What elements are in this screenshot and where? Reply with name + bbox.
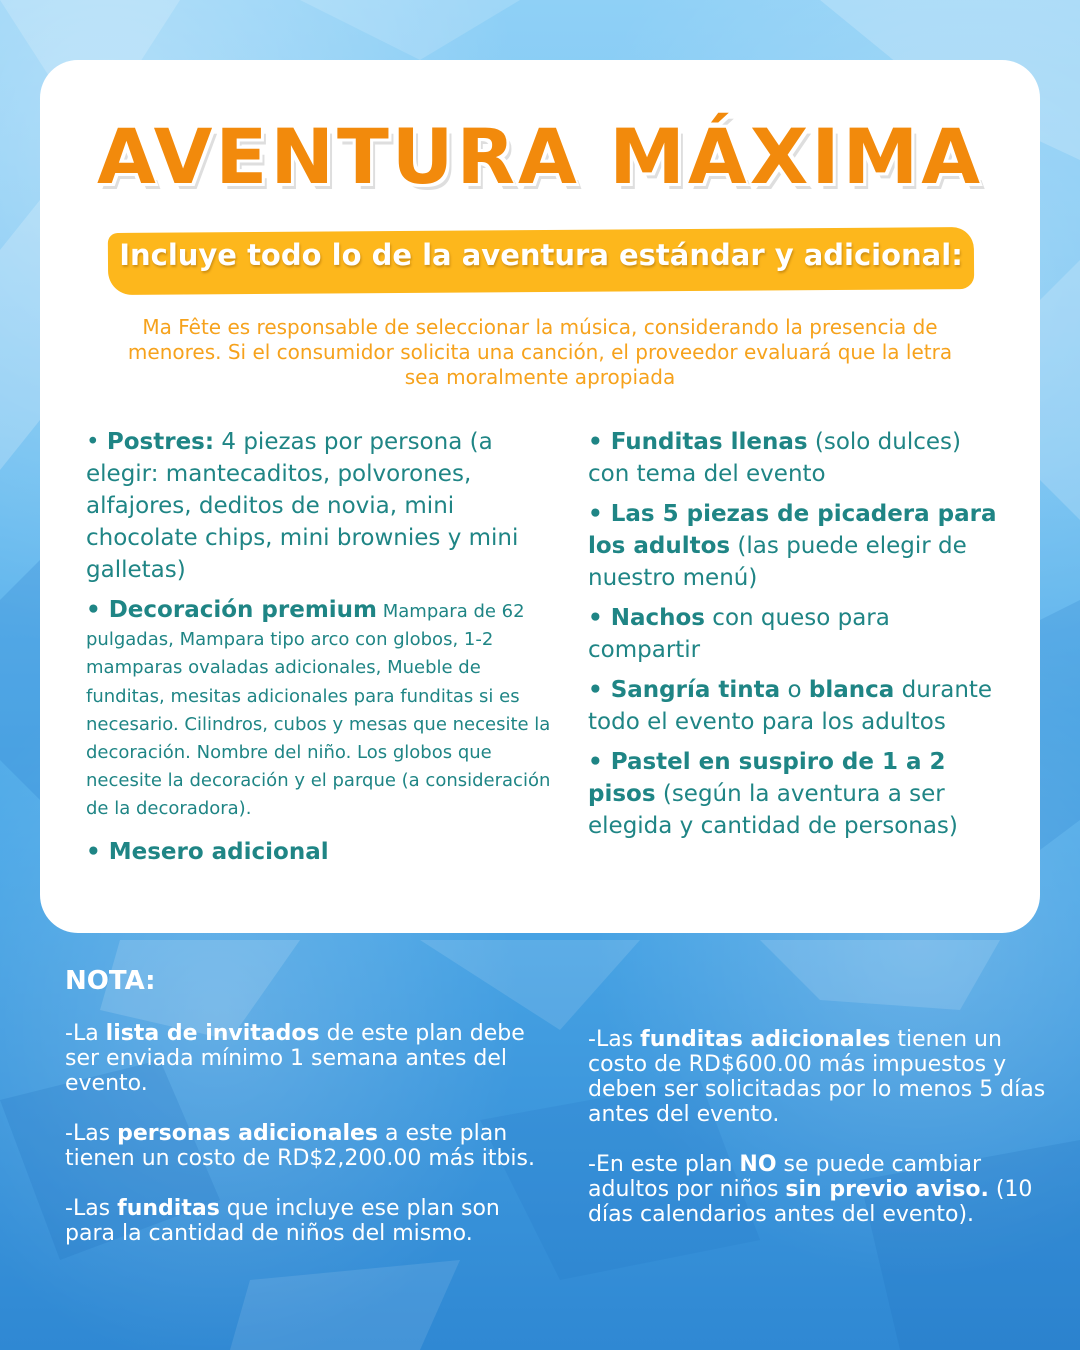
item-text: (según la aventura a ser elegida y cantidad de personas) (588, 781, 958, 839)
list-item-postres (86, 426, 561, 586)
item-heading: Postres: (106, 429, 215, 455)
nota-emphasis: sin previo aviso. (785, 1177, 989, 1202)
item-text: Mampara de 62 pulgadas, Mampara tipo arco con globos, 1-2 mamparas ovaladas adicionales, Mueble de funditas, mesitas adicionales para funditas si es necesario. Cilindros, cubos y mesas que necesite la decoración. Nombre del niño. Los globos que necesite la decoración y el parque (a consideración de la decoradora). (86, 601, 551, 820)
item-text: (solo dulces) con tema del evento (588, 429, 961, 487)
item-heading: Decoración premium (108, 597, 378, 623)
right-items-column (588, 426, 1008, 850)
nota-text: a este plan tienen un costo de RD$2,200.00 más itbis. (65, 1121, 535, 1171)
left-items-column (86, 426, 561, 876)
nota-paragraph (588, 1027, 1048, 1127)
item-heading: Las 5 piezas de picadera para los adultos (588, 501, 997, 559)
nota-emphasis: funditas (117, 1196, 220, 1221)
bullet: • (588, 677, 611, 703)
bullet: • (588, 605, 611, 631)
nota-heading: NOTA: (65, 966, 156, 996)
item-text: 4 piezas por persona (a elegir: mantecaditos, polvorones, alfajores, deditos de novia, mini chocolate chips, mini brownies y mini galletas) (86, 429, 519, 583)
item-connector: o (780, 677, 809, 703)
item-heading-secondary: blanca (808, 677, 895, 703)
nota-right-column (588, 1027, 1048, 1252)
nota-text: -En este plan (588, 1152, 740, 1177)
nota-paragraph (65, 1121, 545, 1171)
list-item-mesero (86, 836, 561, 868)
nota-text: -Las (65, 1196, 118, 1221)
item-heading: Funditas llenas (610, 429, 808, 455)
item-heading: Nachos (610, 605, 705, 631)
item-heading: Pastel en suspiro de 1 a 2 pisos (588, 749, 946, 807)
nota-emphasis: personas adicionales (117, 1121, 379, 1146)
nota-text: tienen un costo de RD$600.00 más impuestos y deben ser solicitadas por lo menos 5 días antes del evento. (588, 1027, 1046, 1127)
item-text: con queso para compartir (588, 605, 890, 663)
nota-text: -Las (65, 1121, 118, 1146)
list-item-sangria (588, 674, 1008, 738)
nota-paragraph (65, 1196, 545, 1246)
banner-text: Incluye todo lo de la aventura estándar y adicional: (119, 238, 963, 272)
item-heading: Sangría tinta (610, 677, 781, 703)
list-item-funditas (588, 426, 1008, 490)
bullet: • (588, 429, 611, 455)
bullet: • (86, 597, 109, 623)
item-text: (las puede elegir de nuestro menú) (588, 533, 967, 591)
nota-text: -Las (588, 1027, 641, 1052)
nota-emphasis: NO (739, 1152, 777, 1177)
nota-left-column (65, 1021, 545, 1271)
music-disclaimer: Ma Fête es responsable de seleccionar la música, considerando la presencia de menores. Si el consumidor solicita una canción, el proveedor evaluará que la letra sea moralmente apropiada (127, 315, 953, 389)
bullet: • (588, 501, 611, 527)
list-item-nachos (588, 602, 1008, 666)
nota-text: -La (65, 1021, 106, 1046)
list-item-picadera (588, 498, 1008, 594)
nota-text: de este plan debe ser enviada mínimo 1 semana antes del evento. (65, 1021, 525, 1096)
page-title: AVENTURA MÁXIMA (96, 112, 984, 201)
item-text: durante todo el evento para los adultos (588, 677, 993, 735)
nota-paragraph (65, 1021, 545, 1096)
nota-paragraph (588, 1152, 1048, 1227)
list-item-pastel (588, 746, 1008, 842)
nota-emphasis: lista de invitados (105, 1021, 320, 1046)
item-heading: Mesero adicional (108, 838, 329, 865)
list-item-decoracion (86, 594, 561, 824)
nota-emphasis: funditas adicionales (640, 1027, 891, 1052)
nota-text: que incluye ese plan son para la cantidad de niños del mismo. (65, 1196, 500, 1246)
nota-text: (10 días calendarios antes del evento). (588, 1177, 1033, 1227)
bullet: • (588, 749, 611, 775)
nota-text: se puede cambiar adultos por niños (588, 1152, 982, 1202)
bullet: • (86, 838, 109, 865)
bullet: • (86, 429, 107, 455)
